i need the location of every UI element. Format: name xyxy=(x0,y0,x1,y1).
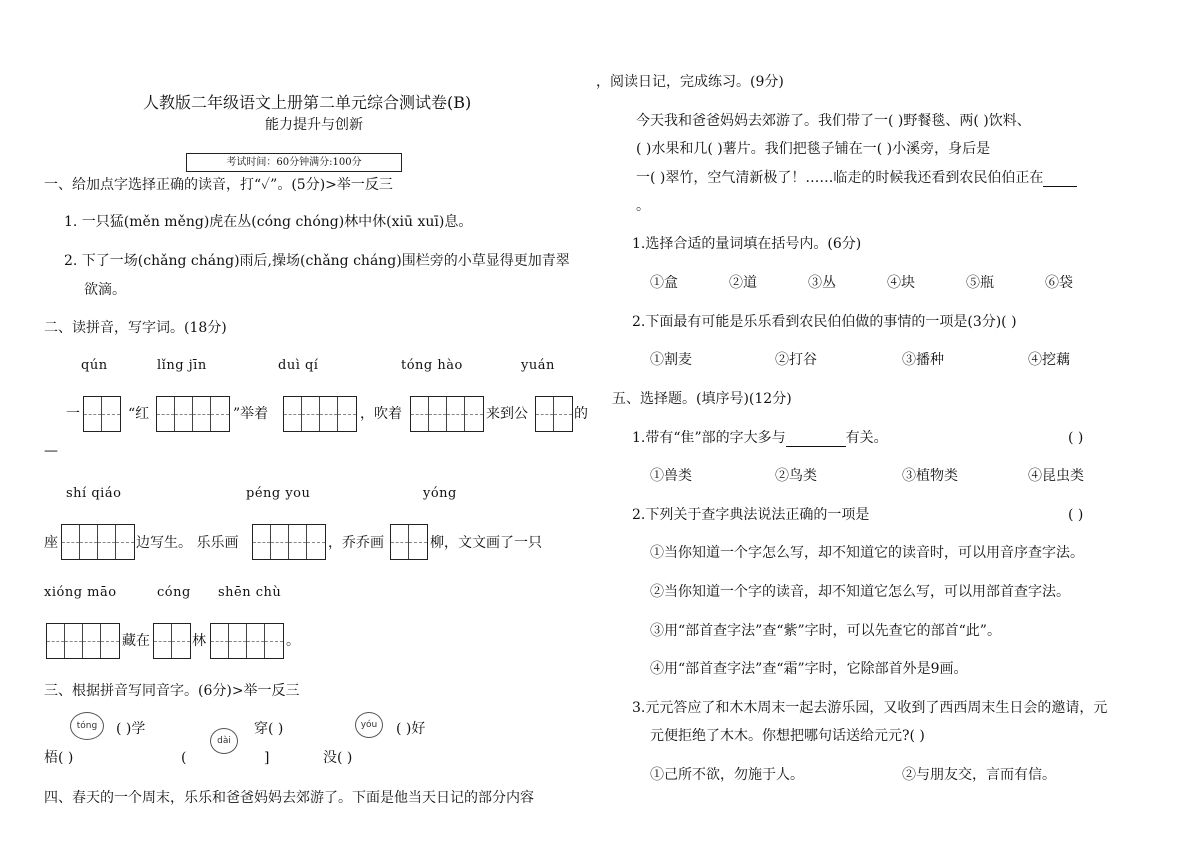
writing-grid-6[interactable] xyxy=(61,524,135,560)
option: ②鸟类 xyxy=(775,468,817,484)
fill-text: 林 xyxy=(192,633,206,649)
option: ①兽类 xyxy=(650,468,692,484)
fill-text: “红 xyxy=(128,406,150,422)
option: ⑤瓶 xyxy=(966,275,994,291)
s5-question-3: 3.元元答应了和木木周末一起去游乐园，又收到了西西周末生日会的邀请，元 xyxy=(632,700,1108,716)
writing-grid-7[interactable] xyxy=(252,524,326,560)
fill-text: 来到公 xyxy=(486,406,528,422)
fill-text: ，吹着 xyxy=(360,406,402,422)
option: ③植物类 xyxy=(902,468,958,484)
writing-grid-10[interactable] xyxy=(153,623,191,659)
diary-line: 。 xyxy=(636,198,650,214)
fill-text: 柳，文文画了一只 xyxy=(430,535,542,551)
answer-paren: ( ) xyxy=(1068,507,1084,523)
option: ⑥袋 xyxy=(1045,275,1073,291)
fill-text: 的 xyxy=(574,406,588,422)
section-5-heading: 五、选择题。(填序号)(12分) xyxy=(612,391,792,407)
pinyin-label: yuán xyxy=(521,358,555,373)
option: ②打谷 xyxy=(775,352,817,368)
homophone-blank: ( )好 xyxy=(396,721,426,737)
exam-info-box: 考试时间：60分钟满分:100分 xyxy=(186,153,402,172)
option: ①盒 xyxy=(650,275,678,291)
option: ③播种 xyxy=(902,352,944,368)
fill-text: 。 xyxy=(286,633,300,649)
option: ①割麦 xyxy=(650,352,692,368)
option: ④挖藕 xyxy=(1028,352,1070,368)
homophone-blank: 没( ) xyxy=(323,750,353,766)
fill-text: 座 xyxy=(44,535,58,551)
writing-grid-2[interactable] xyxy=(156,396,230,432)
diary-line: 一( )翠竹，空气清新极了！……临走的时候我还看到农民伯伯正在 xyxy=(636,170,1077,187)
writing-grid-8[interactable] xyxy=(390,524,428,560)
option: ②道 xyxy=(729,275,757,291)
section-4-heading-cont: ，阅读日记，完成练习。(9分) xyxy=(596,74,784,90)
fill-text: 一 xyxy=(66,406,80,422)
pinyin-label: shí qiáo xyxy=(66,486,122,501)
pinyin-label: yóng xyxy=(423,486,457,501)
section-1-heading: 一、给加点字选择正确的读音，打“✓”。(5分)>举一反三 xyxy=(44,177,393,193)
diary-line: 今天我和爸爸妈妈去郊游了。我们带了一( )野餐毯、两( )饮料、 xyxy=(636,113,1031,129)
s4-question-1: 1.选择合适的量词填在括号内。(6分) xyxy=(632,236,862,252)
option: ①当你知道一个字怎么写，却不知道它的读音时，可以用音序查字法。 xyxy=(650,545,1084,561)
writing-grid-9[interactable] xyxy=(46,623,120,659)
section-4-heading: 四、春天的一个周末，乐乐和爸爸妈妈去郊游了。下面是他当天日记的部分内容 xyxy=(44,790,534,806)
option: ②当你知道一个字的读音，却不知道它怎么写，可以用部首查字法。 xyxy=(650,584,1070,600)
s5-question-3-cont: 元便拒绝了木木。你想把哪句话送给元元?( ) xyxy=(650,728,925,744)
option: ④用“部首查字法”查“霜”字时，它除部首外是9画。 xyxy=(650,661,968,677)
homophone-blank: 梧( ) xyxy=(44,750,74,766)
continuation-mark: — xyxy=(44,443,58,459)
pinyin-label: péng you xyxy=(246,486,311,501)
pinyin-label: xióng māo xyxy=(44,585,117,600)
answer-blank[interactable] xyxy=(786,434,846,447)
homophone-blank: ( )学 xyxy=(116,721,146,737)
option: ②与朋友交，言而有信。 xyxy=(902,767,1056,783)
fill-text: ，乔乔画 xyxy=(328,535,384,551)
page-subtitle: 能力提升与创新 xyxy=(265,117,363,133)
s5-question-2: 2.下列关于查字典法说法正确的一项是 xyxy=(632,507,870,523)
answer-paren: ( ) xyxy=(1068,430,1084,446)
s4-question-2: 2.下面最有可能是乐乐看到农民伯伯做的事情的一项是(3分)( ) xyxy=(632,314,1017,330)
option: ③用“部首查字法”查“紫”字时，可以先查它的部首“此”。 xyxy=(650,623,1001,639)
writing-grid-11[interactable] xyxy=(210,623,284,659)
writing-grid-3[interactable] xyxy=(283,396,357,432)
pinyin-label: duì qí xyxy=(278,358,319,373)
option: ③丛 xyxy=(808,275,836,291)
pinyin-label: qún xyxy=(81,358,108,373)
pinyin-label: tóng hào xyxy=(401,358,463,373)
pinyin-circle-tong: tóng xyxy=(70,712,104,740)
page-title: 人教版二年级语文上册第二单元综合测试卷(B) xyxy=(143,93,472,112)
option: ④块 xyxy=(887,275,915,291)
fill-text: 藏在 xyxy=(122,633,150,649)
pinyin-circle-dai: dài xyxy=(210,728,238,754)
fill-text: ”举着 xyxy=(233,406,269,422)
writing-grid-1[interactable] xyxy=(83,396,121,432)
option: ④昆虫类 xyxy=(1028,468,1084,484)
homophone-blank: 穿( ) xyxy=(254,721,284,737)
option: ①己所不欲，勿施于人。 xyxy=(650,767,804,783)
homophone-blank: ] xyxy=(264,750,270,766)
pinyin-label: lǐng jīn xyxy=(157,358,207,373)
writing-grid-4[interactable] xyxy=(410,396,484,432)
s1-question-2: 2. 下了一场(chǎng cháng)雨后,操场(chǎng cháng)围栏旁的小草显得更加青翠 xyxy=(64,253,570,269)
pinyin-circle-you: yóu xyxy=(355,712,383,738)
s5-question-1: 1.带有“隹”部的字大多与 有关。 xyxy=(632,430,888,446)
answer-blank[interactable] xyxy=(1043,174,1077,187)
pinyin-label: cóng xyxy=(157,585,191,600)
s1-question-1: 1. 一只猛(měn měng)虎在丛(cóng chóng)林中休(xiū xuī)息。 xyxy=(64,214,473,230)
fill-text: 边写生。 乐乐画 xyxy=(136,535,239,551)
diary-line: ( )水果和几( )薯片。我们把毯子铺在一( )小溪旁，身后是 xyxy=(636,141,991,157)
s1-question-2-cont: 欲滴。 xyxy=(84,282,126,298)
section-3-heading: 三、根据拼音写同音字。(6分)>举一反三 xyxy=(44,683,300,699)
writing-grid-5[interactable] xyxy=(535,396,573,432)
homophone-blank: ( xyxy=(181,750,187,766)
section-2-heading: 二、读拼音，写字词。(18分) xyxy=(44,320,227,336)
pinyin-label: shēn chù xyxy=(218,585,282,600)
